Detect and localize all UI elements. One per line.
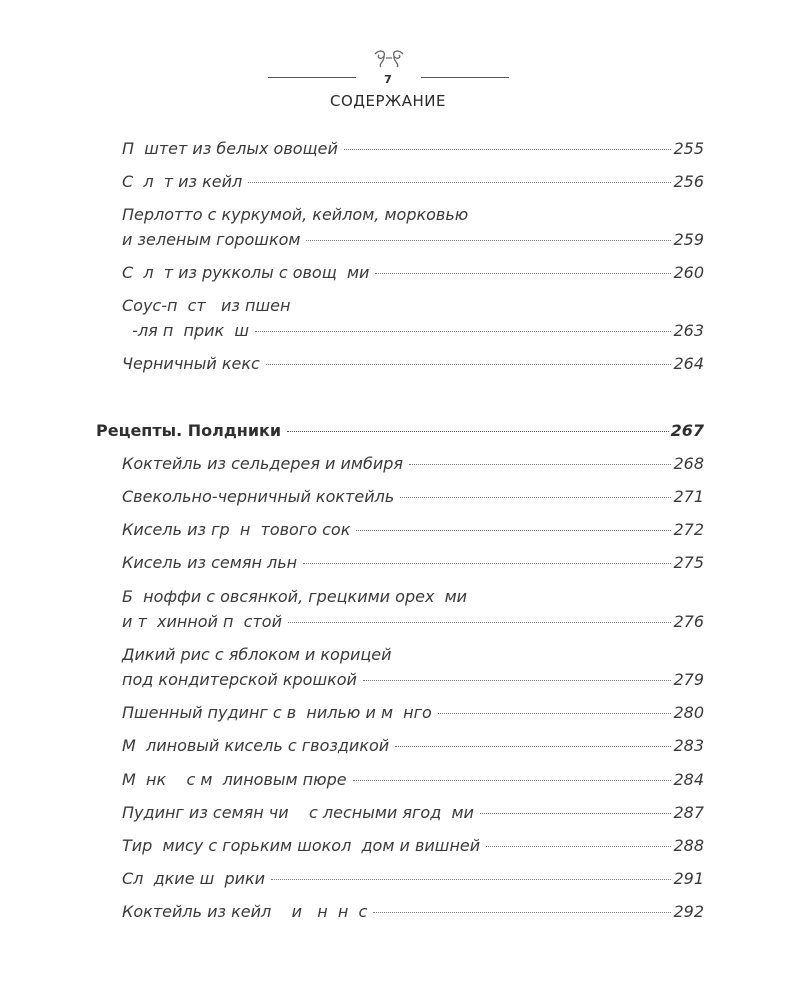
dot-leader xyxy=(395,746,671,747)
toc-entry[interactable] xyxy=(122,451,704,476)
dot-leader xyxy=(303,563,671,564)
toc-entry-page: 283 xyxy=(673,736,704,755)
toc-entry-page: 284 xyxy=(673,770,704,789)
toc-entry-page: 260 xyxy=(673,263,704,282)
dot-leader xyxy=(248,182,671,183)
dot-leader xyxy=(306,240,671,241)
page-title: СОДЕРЖАНИЕ xyxy=(330,92,446,110)
dot-leader xyxy=(344,149,672,150)
toc-entry-title: Сл дкие ш рики xyxy=(122,869,266,888)
toc-entry-title: Кисель из гр н тового сок xyxy=(122,520,351,539)
toc-entry-page: 264 xyxy=(673,354,704,373)
dot-leader xyxy=(400,497,671,498)
dot-leader xyxy=(438,713,672,714)
dot-leader xyxy=(480,813,672,814)
toc-entry-title: Свекольно-черничный коктейль xyxy=(122,487,395,506)
toc-entry-title: С л т из рукколы с овощ ми xyxy=(122,263,370,282)
header-rule-left xyxy=(268,77,356,78)
toc-entry-title: С л т из кейл xyxy=(122,172,243,191)
toc-entry-title: П штет из белых овощей xyxy=(122,139,338,158)
toc-entry-page: 280 xyxy=(673,703,704,722)
toc-entry[interactable] xyxy=(122,899,704,924)
toc-entry-page: 287 xyxy=(673,803,704,822)
toc-entry-title-continued: и зеленым горошком xyxy=(122,230,301,249)
toc-entry[interactable] xyxy=(122,733,704,758)
toc-entry-title: Соус-п ст из пшен xyxy=(122,296,291,315)
section-heading-title: Рецепты. Полдники xyxy=(96,421,282,440)
toc-entry-page: 256 xyxy=(673,172,704,191)
toc-entry-title: Дикий рис с яблоком и корицей xyxy=(122,645,392,664)
toc-entry[interactable] xyxy=(122,642,704,692)
toc-entry[interactable] xyxy=(122,293,704,343)
toc-entry-title: Коктейль из кейл и н н с xyxy=(122,902,368,921)
toc-entry[interactable] xyxy=(122,351,704,376)
toc-entry-title-continued: -ля п прик ш xyxy=(122,321,250,340)
toc-entry-page: 271 xyxy=(673,487,704,506)
toc-entry-title: Кисель из семян льн xyxy=(122,553,298,572)
toc-entry[interactable] xyxy=(122,169,704,194)
toc-entry[interactable] xyxy=(122,767,704,792)
toc-entry[interactable] xyxy=(122,550,704,575)
toc-entry-page: 276 xyxy=(673,612,704,631)
section-heading-page: 267 xyxy=(670,421,704,440)
toc-section-heading[interactable] xyxy=(96,418,704,443)
dot-leader xyxy=(375,273,671,274)
dot-leader xyxy=(373,912,671,913)
dot-leader xyxy=(353,780,672,781)
toc-entry-page: 268 xyxy=(673,454,704,473)
dot-leader xyxy=(266,364,672,365)
dot-leader xyxy=(255,331,671,332)
toc-entry-page: 259 xyxy=(673,230,704,249)
toc-entry[interactable] xyxy=(122,136,704,161)
dot-leader xyxy=(287,431,669,432)
toc-entry-page: 255 xyxy=(673,139,704,158)
toc-entry-title-continued: и т хинной п стой xyxy=(122,612,282,631)
toc-entry[interactable] xyxy=(122,866,704,891)
dot-leader xyxy=(363,680,672,681)
toc-entry-page: 292 xyxy=(673,902,704,921)
toc-entry[interactable] xyxy=(122,833,704,858)
toc-entry-title: Коктейль из сельдерея и имбиря xyxy=(122,454,404,473)
dot-leader xyxy=(356,530,671,531)
page-number: 7 xyxy=(384,73,392,86)
dot-leader xyxy=(486,846,671,847)
toc-entry-title: Пшенный пудинг с в нилью и м нго xyxy=(122,703,432,722)
toc-entry-page: 263 xyxy=(673,321,704,340)
toc-entry-page: 275 xyxy=(673,553,704,572)
dot-leader xyxy=(409,464,671,465)
toc-entry-title: Б ноффи с овсянкой, грецкими орех ми xyxy=(122,587,468,606)
toc-entry-page: 288 xyxy=(673,836,704,855)
toc-entry[interactable] xyxy=(122,800,704,825)
header-rule-right xyxy=(421,77,509,78)
toc-entry[interactable] xyxy=(122,484,704,509)
dot-leader xyxy=(288,622,671,623)
page-header xyxy=(0,48,800,118)
toc-entry-page: 291 xyxy=(673,869,704,888)
toc-entry-page: 279 xyxy=(673,670,704,689)
toc-entry-title: Черничный кекс xyxy=(122,354,260,373)
toc-entry[interactable] xyxy=(122,202,704,252)
toc-entry[interactable] xyxy=(122,584,704,634)
toc-entry-title: Тир мису с горьким шокол дом и вишней xyxy=(122,836,481,855)
toc-entry-title: Перлотто с куркумой, кейлом, морковью xyxy=(122,205,469,224)
dot-leader xyxy=(271,879,671,880)
ornament-icon xyxy=(372,48,406,72)
toc-entry-title-continued: под кондитерской крошкой xyxy=(122,670,357,689)
toc-entry-title: Пудинг из семян чи с лесными ягод ми xyxy=(122,803,474,822)
toc-entry-title: М линовый кисель с гвоздикой xyxy=(122,736,390,755)
toc-entry[interactable] xyxy=(122,700,704,725)
toc-entry[interactable] xyxy=(122,260,704,285)
toc-entry-page: 272 xyxy=(673,520,704,539)
toc-entry[interactable] xyxy=(122,517,704,542)
toc-entry-title: М нк с м линовым пюре xyxy=(122,770,347,789)
